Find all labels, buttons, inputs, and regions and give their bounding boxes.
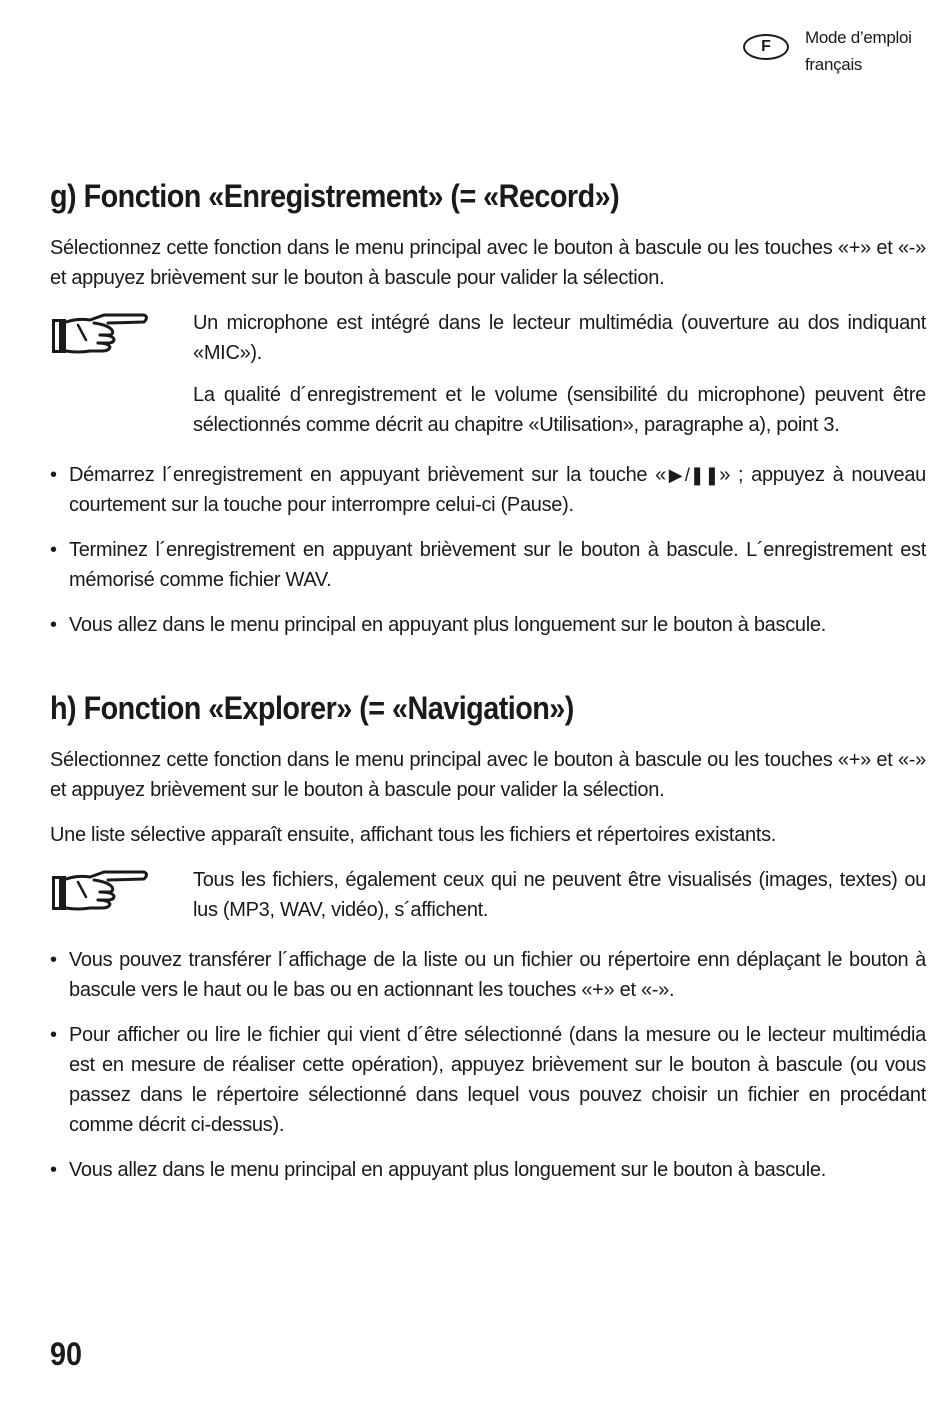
pointing-hand-icon [50, 308, 193, 452]
header-line-2: français [805, 55, 863, 74]
list-item [50, 1020, 926, 1140]
list-item-text: Vous allez dans le menu principal en appuyant plus longuement sur le bouton à bascule. [69, 614, 826, 636]
header-line-1: Mode d’emploi [805, 28, 912, 47]
list-item [50, 610, 926, 640]
bullet-marker: • [50, 1024, 58, 1046]
bullet-marker: • [50, 949, 58, 971]
list-item [50, 1155, 926, 1185]
page-number: 90 [50, 1336, 83, 1372]
section-h-heading: h) Fonction «Explorer» (= «Navigation») [50, 690, 574, 726]
list-item-text: Terminez l´enregistrement en appuyant brièvement sur le bouton à bascule. L´enregistrement est mémorisé comme fichier WAV. [69, 539, 926, 591]
section-g-note-text-2: La qualité d´enregistrement et le volume (sensibilité du microphone) peuvent être sélectionnés comme décrit au chapitre «Utilisation», paragraphe a), point 3. [193, 384, 926, 436]
list-item [50, 460, 926, 520]
section-g-note-text-1: Un microphone est intégré dans le lecteur multimédia (ouverture au dos indiquant «MIC»). [193, 312, 926, 364]
play-pause-icon: ▶/❚❚ [666, 465, 720, 485]
section-g-bullet-list [50, 460, 926, 640]
bullet-marker: • [50, 464, 58, 486]
list-item-text: Vous pouvez transférer l´affichage de la liste ou un fichier ou répertoire enn déplaçant le bouton à bascule vers le haut ou le bas ou en actionnant les touches «+» et «-». [69, 949, 926, 1001]
section-g-note [50, 308, 926, 452]
page-header [743, 24, 912, 78]
list-item-text: Démarrez l´enregistrement en appuyant brièvement sur la touche «▶/❚❚» ; appuyez à nouveau courtement sur la touche pour interrompre celui-ci (Pause). [69, 464, 926, 516]
list-item [50, 535, 926, 595]
language-badge: F [743, 34, 789, 60]
list-item [50, 945, 926, 1005]
list-item-text: Pour afficher ou lire le fichier qui vient d´être sélectionné (dans la mesure ou le lecteur multimédia est en mesure de réaliser cette opération), appuyez brièvement sur le bouton à bascule (ou vous passez dans le répertoire sélectionné dans lequel vous pouvez choisir un fichier en procédant comme décrit ci-dessus). [69, 1024, 926, 1136]
bullet-marker: • [50, 539, 58, 561]
bullet-marker: • [50, 614, 58, 636]
section-h-note [50, 865, 926, 937]
pointing-hand-icon [50, 865, 193, 937]
section-g-heading: g) Fonction «Enregistrement» (= «Record») [50, 178, 620, 214]
section-h-bullet-list [50, 945, 926, 1185]
bullet-marker: • [50, 1159, 58, 1181]
list-item-text: Vous allez dans le menu principal en appuyant plus longuement sur le bouton à bascule. [69, 1159, 826, 1181]
section-h-intro: Sélectionnez cette fonction dans le menu principal avec le bouton à bascule ou les touches «+» et «-» et appuyez brièvement sur le bouton à bascule pour valider la sélection. [50, 749, 926, 801]
header-caption [805, 24, 912, 78]
page-content [50, 178, 926, 1200]
section-h-intro-2: Une liste sélective apparaît ensuite, affichant tous les fichiers et répertoires existants. [50, 824, 777, 846]
section-g-intro: Sélectionnez cette fonction dans le menu principal avec le bouton à bascule ou les touches «+» et «-» et appuyez brièvement sur le bouton à bascule pour valider la sélection. [50, 237, 926, 289]
section-h-note-text-1: Tous les fichiers, également ceux qui ne peuvent être visualisés (images, textes) ou lus (MP3, WAV, vidéo), s´affichent. [193, 869, 926, 921]
